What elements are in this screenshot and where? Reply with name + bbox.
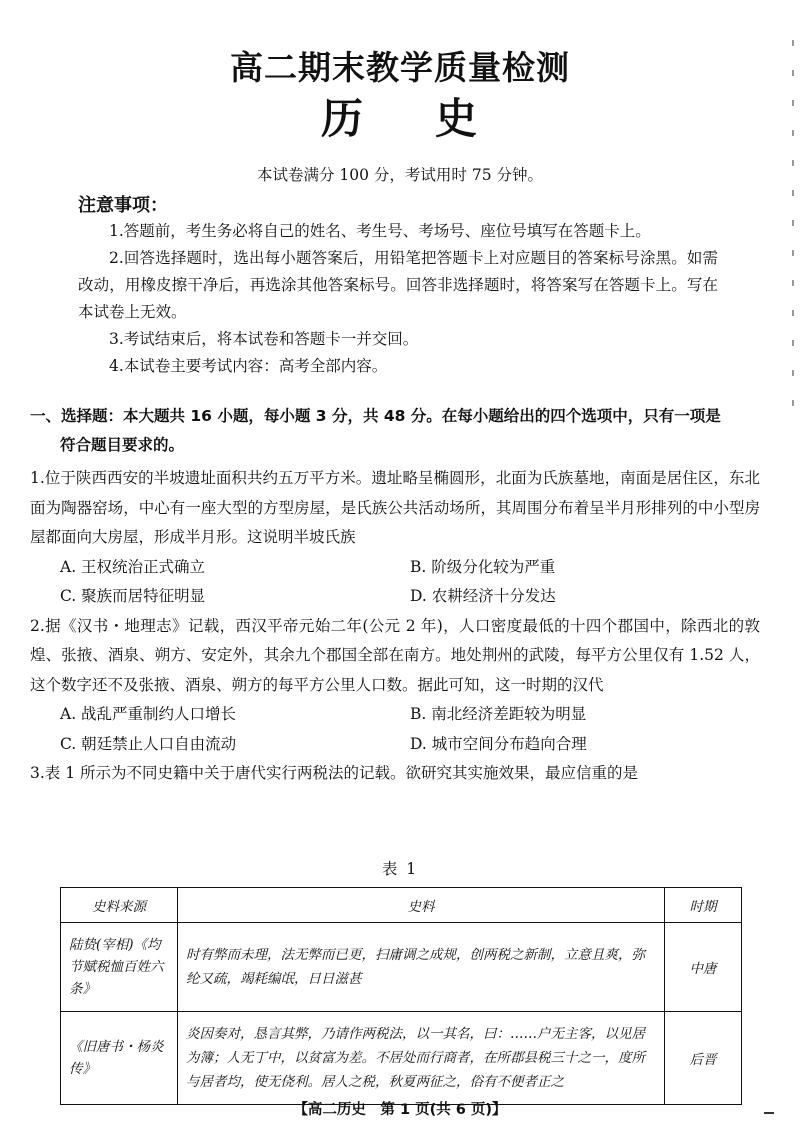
question-list xyxy=(30,464,760,789)
option-a: A. 战乱严重制约人口增长 xyxy=(60,705,237,723)
table-header-period: 时期 xyxy=(665,888,742,923)
notes-list xyxy=(78,218,718,380)
edge-dash xyxy=(792,250,794,256)
option-b: B. 阶级分化较为严重 xyxy=(410,557,556,576)
edge-dash xyxy=(792,220,794,226)
edge-dash xyxy=(792,340,794,346)
table-cell-source: 《旧唐书・杨炎传》 xyxy=(61,1012,178,1105)
table-cell-text: 炎因奏对，恳言其弊，乃请作两税法，以一其名，曰：……户无主客，以见居为簿；人无丁中，以贫富为差。不居处而行商者，在所郡县税三十之一，度所与居者均，使无侥利。居人之税，秋夏两征之，俗有不便者正之 xyxy=(178,1012,665,1105)
table-cell-period: 中唐 xyxy=(665,923,742,1012)
subject-title xyxy=(0,86,800,146)
question-1 xyxy=(30,464,760,612)
table-header-row xyxy=(61,888,742,923)
table-cell-text: 时有弊而未理，法无弊而已更，扫庸调之成规，创两税之新制，立意且爽，弥纶又疏，竭耗编氓，日日滋甚 xyxy=(178,923,665,1012)
edge-dash xyxy=(792,370,794,376)
corner-mark xyxy=(764,1112,774,1114)
question-stem: 1.位于陕西西安的半坡遗址面积共约五万平方米。遗址略呈椭圆形，北面为氏族墓地，南面是居住区，东北面为陶器窑场，中心有一座大型的方型房屋，是氏族公共活动场所，其周围分布着呈半月形排列的中小型房屋都面向大房屋，形成半月形。这说明半坡氏族 xyxy=(30,469,760,546)
option-c: C. 聚族而居特征明显 xyxy=(60,587,206,605)
edge-dash xyxy=(792,310,794,316)
option-c: C. 朝廷禁止人口自由流动 xyxy=(60,734,237,753)
page-footer: 【高二历史 第 1 页(共 6 页)】 xyxy=(293,1102,507,1118)
option-a: A. 王权统治正式确立 xyxy=(60,557,206,576)
history-table xyxy=(60,887,742,1105)
section-heading xyxy=(30,402,760,460)
option-group xyxy=(30,553,760,612)
edge-dash xyxy=(792,190,794,196)
note-item: 1.答题前，考生务必将自己的姓名、考生号、考场号、座位号填写在答题卡上。 xyxy=(109,222,651,240)
edge-dash xyxy=(792,400,794,406)
table-header-source: 史料来源 xyxy=(61,888,178,923)
section-heading-line1: 一、选择题：本大题共 16 小题，每小题 3 分，共 48 分。在每小题给出的四个选项中，只有一项是 xyxy=(30,407,721,425)
question-2 xyxy=(30,612,760,760)
table-cell-period: 后晋 xyxy=(665,1012,742,1105)
note-item: 2.回答选择题时，选出每小题答案后，用铅笔把答题卡上对应题目的答案标号涂黑。如需改动，用橡皮擦干净后，再选涂其他答案标号。回答非选择题时，将答案写在答题卡上。写在本试卷上无效。 xyxy=(78,249,718,321)
exam-info: 本试卷满分 100 分，考试用时 75 分钟。 xyxy=(256,166,544,184)
note-item: 3.考试结束后，将本试卷和答题卡一并交回。 xyxy=(109,330,419,348)
table-row xyxy=(61,923,742,1012)
table-row xyxy=(61,1012,742,1105)
option-d: D. 农耕经济十分发达 xyxy=(410,587,556,605)
table-cell-source: 陆贽(宰相)《均节赋税恤百姓六条》 xyxy=(61,923,178,1012)
option-b: B. 南北经济差距较为明显 xyxy=(410,705,587,723)
edge-dash xyxy=(792,100,794,106)
exam-title: 高二期末教学质量检测 xyxy=(230,48,570,87)
subject-char-1: 历 xyxy=(320,94,365,143)
subject-char-2: 史 xyxy=(435,94,480,143)
question-stem: 2.据《汉书・地理志》记载，西汉平帝元始二年(公元 2 年)，人口密度最低的十四个郡国中，除西北的敦煌、张掖、酒泉、朔方、安定外，其余九个郡国全部在南方。地处荆州的武陵，每平方公里仅有 1.52 人，这个数字还不及张掖、酒泉、朔方的每平方公里人口数。据此可知，这一时期的汉代 xyxy=(30,616,760,694)
edge-dash xyxy=(792,40,794,46)
edge-dash xyxy=(792,160,794,166)
question-stem: 3.表 1 所示为不同史籍中关于唐代实行两税法的记载。欲研究其实施效果，最应信重的是 xyxy=(30,764,639,782)
question-3 xyxy=(30,759,760,789)
option-group xyxy=(30,700,760,759)
option-d: D. 城市空间分布趋向合理 xyxy=(410,734,587,753)
edge-dash xyxy=(792,280,794,286)
edge-dash xyxy=(792,70,794,76)
table-caption: 表 1 xyxy=(381,860,419,878)
section-heading-line2: 符合题目要求的。 xyxy=(60,436,185,454)
table-header-text: 史料 xyxy=(178,888,665,923)
notes-heading: 注意事项： xyxy=(78,195,168,216)
edge-dash xyxy=(792,130,794,136)
note-item: 4.本试卷主要考试内容：高考全部内容。 xyxy=(109,357,388,375)
